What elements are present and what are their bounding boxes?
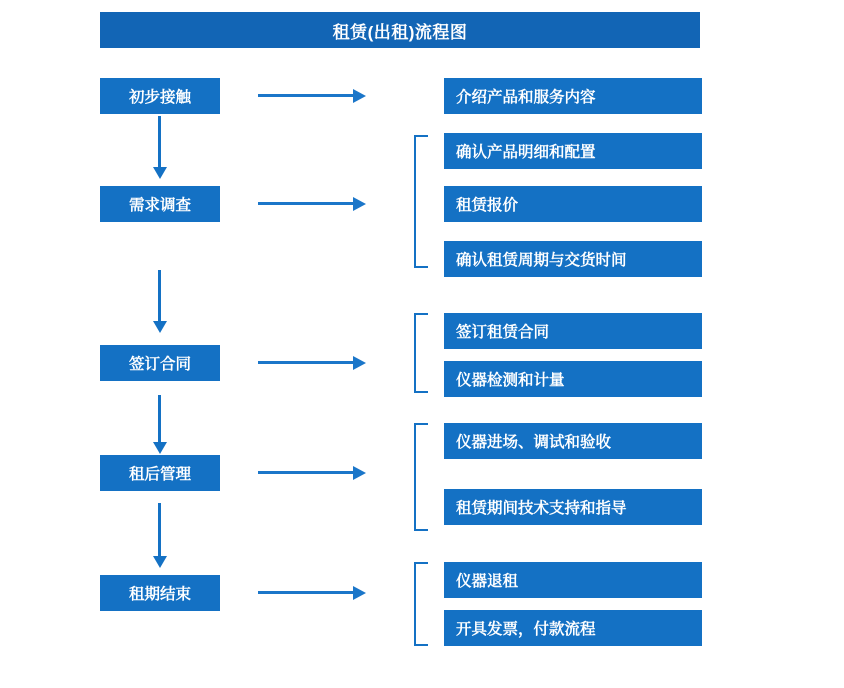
bracket-3 <box>414 313 428 393</box>
flow-connector-1-2 <box>158 116 161 168</box>
stage-node-3[interactable]: 签订合同 <box>100 345 220 381</box>
stage-node-5[interactable]: 租期结束 <box>100 575 220 611</box>
stage-arrow-1 <box>258 94 354 97</box>
detail-node-2-1[interactable]: 确认产品明细和配置 <box>444 133 702 169</box>
diagram-title: 租赁(出租)流程图 <box>100 12 700 48</box>
stage-node-1[interactable]: 初步接触 <box>100 78 220 114</box>
stage-arrow-4 <box>258 471 354 474</box>
detail-node-3-1[interactable]: 签订租赁合同 <box>444 313 702 349</box>
detail-node-4-1[interactable]: 仪器进场、调试和验收 <box>444 423 702 459</box>
stage-arrow-5 <box>258 591 354 594</box>
stage-arrow-2 <box>258 202 354 205</box>
flow-connector-2-3 <box>158 270 161 322</box>
detail-node-2-3[interactable]: 确认租赁周期与交货时间 <box>444 241 702 277</box>
stage-arrow-3 <box>258 361 354 364</box>
detail-node-4-2[interactable]: 租赁期间技术支持和指导 <box>444 489 702 525</box>
detail-node-5-1[interactable]: 仪器退租 <box>444 562 702 598</box>
bracket-2 <box>414 135 428 268</box>
flow-connector-3-4 <box>158 395 161 443</box>
detail-node-5-2[interactable]: 开具发票，付款流程 <box>444 610 702 646</box>
bracket-4 <box>414 423 428 531</box>
stage-node-4[interactable]: 租后管理 <box>100 455 220 491</box>
bracket-5 <box>414 562 428 646</box>
flow-connector-4-5 <box>158 503 161 557</box>
detail-node-2-2[interactable]: 租赁报价 <box>444 186 702 222</box>
stage-node-2[interactable]: 需求调查 <box>100 186 220 222</box>
detail-node-1-1[interactable]: 介绍产品和服务内容 <box>444 78 702 114</box>
detail-node-3-2[interactable]: 仪器检测和计量 <box>444 361 702 397</box>
